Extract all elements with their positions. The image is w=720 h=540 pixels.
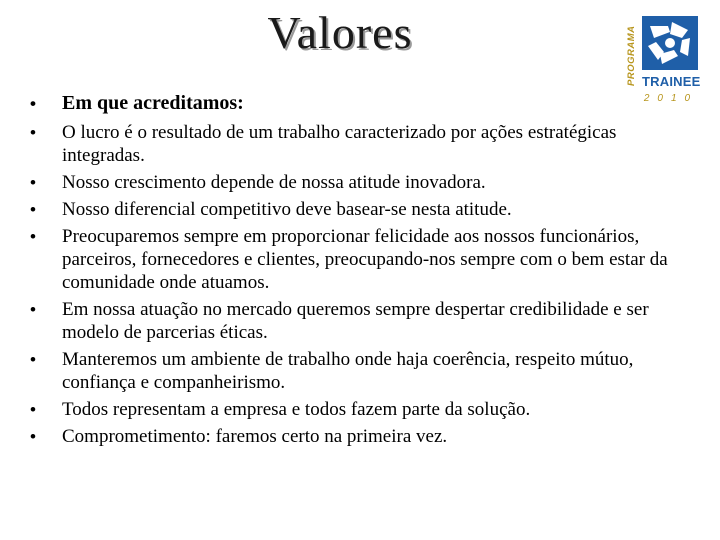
- list-item: • Preocuparemos sempre em proporcionar felicidade aos nossos funcionários, parceiros, fornecedores e clientes, preocupando-nos sempre com o bem estar da comunidade onde atuamos.: [30, 225, 670, 294]
- list-item: • O lucro é o resultado de um trabalho caracterizado por ações estratégicas integradas.: [30, 121, 670, 167]
- values-heading: • Em que acreditamos:: [30, 92, 670, 115]
- list-item: • Em nossa atuação no mercado queremos sempre despertar credibilidade e ser modelo de parcerias éticas.: [30, 298, 670, 344]
- logo-program-text: PROGRAMA: [626, 25, 637, 87]
- list-item: • Manteremos um ambiente de trabalho onde haja coerência, respeito mútuo, confiança e companheirismo.: [30, 348, 670, 394]
- list-item: • Nosso crescimento depende de nossa atitude inovadora.: [30, 171, 670, 194]
- logo-emblem-icon: [642, 16, 698, 70]
- list-item: • Nosso diferencial competitivo deve basear-se nesta atitude.: [30, 198, 670, 221]
- slide-title: Valores: [267, 7, 413, 58]
- logo-trainee-label: TRAINEE: [642, 74, 701, 89]
- list-item: • Comprometimento: faremos certo na primeira vez.: [30, 425, 670, 448]
- logo-year-label: 2010: [643, 93, 699, 104]
- list-item: • Todos representam a empresa e todos fazem parte da solução.: [30, 398, 670, 421]
- values-list: [30, 92, 670, 452]
